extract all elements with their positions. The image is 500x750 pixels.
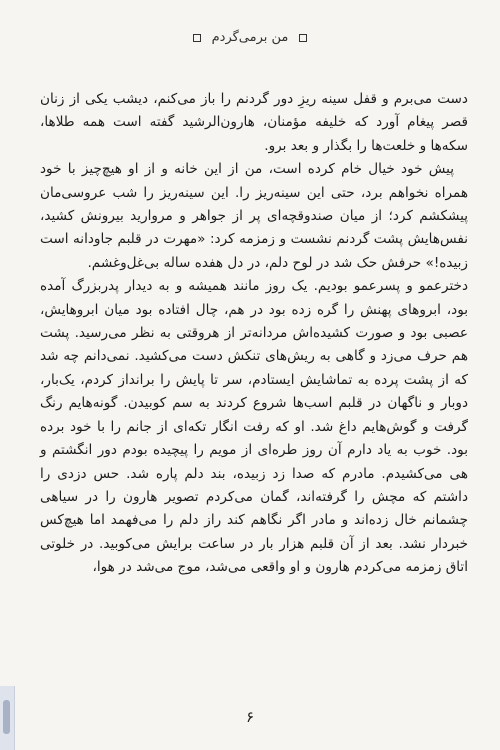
ornament-square-icon (193, 34, 201, 42)
publisher-edge-logo-icon (0, 686, 15, 750)
paragraph: دخترعمو و پسرعمو بودیم. یک روز مانند همیشه و به دیدار پدربزرگ آمده بود، ابروهای پهنش را گره زده بود در هم، چال افتاده بود میان ابروهایش، عصبی بود و صورت کشیده‌اش مردانه‌تر از هروقتی به نظر می‌رسید. پشت هم حرف می‌زد و گاهی به ریش‌های تنکش دست می‌کشید. نمی‌دانم چه شد که از پشت پرده به تماشایش ایستادم، سر تا پایش را برانداز کردم، یک‌بار، دوبار و ناگهان در قلبم اسب‌ها شروع کردند به سم کوبیدن. گونه‌هایم رنگ گرفت و گوش‌هایم داغ شد. او که رفت انگار تکه‌ای از جانم را با خود برده بود. خوب به یاد دارم آن روز طره‌ای از مویم را پیچیده بودم دور انگشتم و هی می‌کشیدم. مادرم که صدا زد زبیده، بند دلم پاره شد. حس دزدی را داشتم که مچش را گرفته‌اند، گمان می‌کردم تصویر هارون را در سیاهی چشمانم خال زده‌اند و مادر اگر نگاهم کند راز دلم را می‌فهمد اما هیچ‌کس خبردار نشد. بعد از آن قلبم هزار بار در ساعت برایش می‌کوبید. در خلوتی اتاق زمزمه می‌کردم هارون و او واقعی می‌شد، موج می‌شد در هوا، (40, 278, 468, 576)
paragraph: پیش خود خیال خام کرده است، من از این خانه و از او هیچ‌چیز با خود همراه نخواهم برد، حتی این سینه‌ریز را. این سینه‌ریز را شب عروسی‌مان پیشکشم کرد؛ از میان صندوقچه‌ای پر از جواهر و مروارید بیرونش کشید، نفس‌هایش پشت گردنم نشست و زمزمه کرد: «مهرت در قلبم جاودانه است زبیده!» حرفش حک شد در لوح دلم، در دل هفده ساله بی‌غل‌وغشم. (40, 161, 468, 271)
running-header (0, 30, 500, 45)
running-header-title: من برمی‌گردم (211, 30, 289, 45)
body-text (40, 88, 468, 580)
ornament-square-icon (299, 34, 307, 42)
paragraph: دست می‌برم و قفل سینه ریزِ دور گردنم را باز می‌کنم، دیشب یکی از زنان قصر پیغام آورد که خلیفه مؤمنان، هارون‌الرشید گفته است همه طلاها، سکه‌ها و خلعت‌ها را بگذار و بعد برو. (40, 91, 468, 154)
page-number: ۶ (245, 708, 255, 726)
